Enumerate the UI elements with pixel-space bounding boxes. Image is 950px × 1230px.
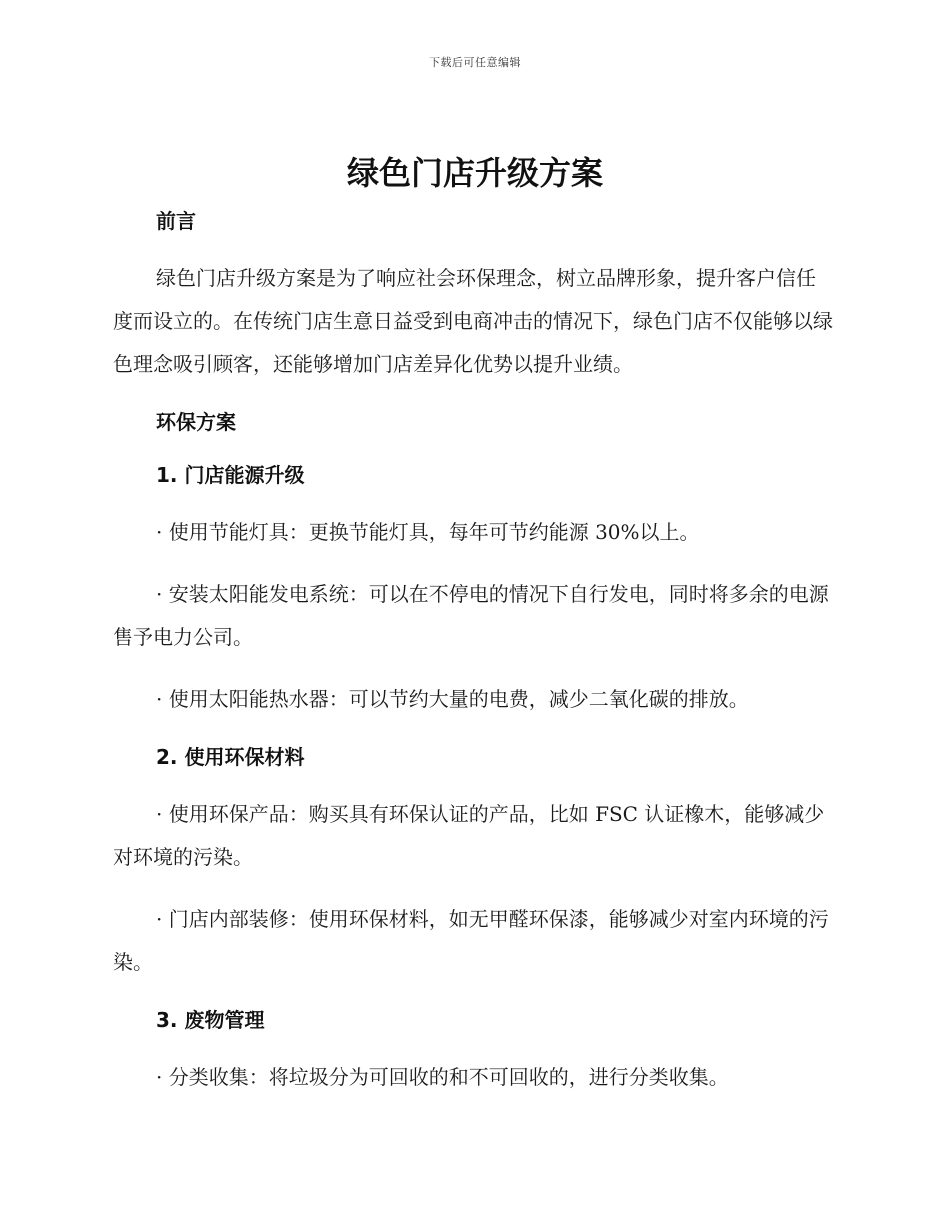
list-item: · 使用太阳能热水器：可以节约大量的电费，减少二氧化碳的排放。 xyxy=(156,687,749,711)
energy-upgrade-heading: 1. 门店能源升级 xyxy=(156,463,305,487)
document-body xyxy=(113,204,835,1099)
list-item: · 分类收集：将垃圾分为可回收的和不可回收的，进行分类收集。 xyxy=(156,1065,729,1089)
list-item: · 安装太阳能发电系统：可以在不停电的情况下自行发电，同时将多余的电源售予电力公司。 xyxy=(113,582,829,649)
document-title: 绿色门店升级方案 xyxy=(346,154,603,192)
header-note: 下载后可任意编辑 xyxy=(429,56,521,69)
list-item: · 使用节能灯具：更换节能灯具，每年可节约能源 30%以上。 xyxy=(156,520,700,544)
list-item: · 使用环保产品：购买具有环保认证的产品，比如 FSC 认证橡木，能够减少对环境的污染。 xyxy=(113,802,825,869)
waste-management-heading: 3. 废物管理 xyxy=(156,1008,265,1032)
preface-heading: 前言 xyxy=(156,209,196,233)
list-item: · 门店内部装修：使用环保材料，如无甲醛环保漆，能够减少对室内环境的污染。 xyxy=(113,907,829,974)
preface-paragraph: 绿色门店升级方案是为了响应社会环保理念，树立品牌形象，提升客户信任度而设立的。在传统门店生意日益受到电商冲击的情况下，绿色门店不仅能够以绿色理念吸引顾客，还能够增加门店差异化优势以提升业绩。 xyxy=(113,266,833,376)
eco-materials-heading: 2. 使用环保材料 xyxy=(156,745,305,769)
environment-plan-heading: 环保方案 xyxy=(156,410,236,434)
